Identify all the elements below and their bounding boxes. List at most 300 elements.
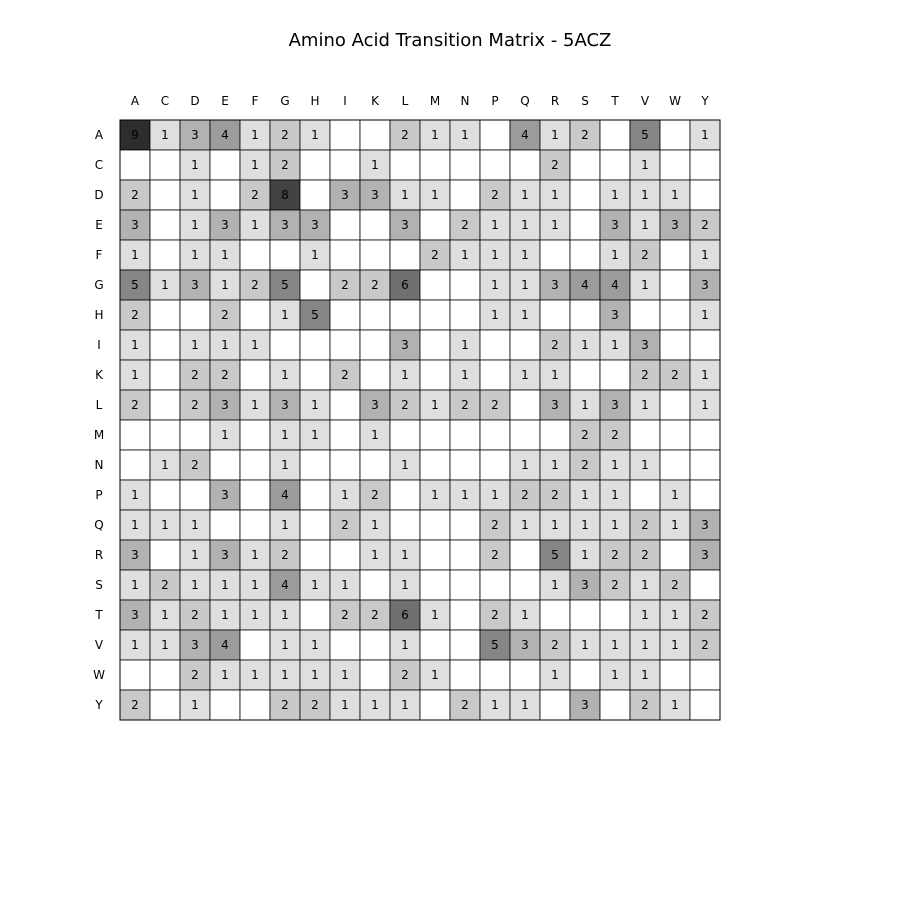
cell-value: 2 bbox=[701, 218, 709, 232]
cell-value: 1 bbox=[491, 488, 499, 502]
cell-value: 1 bbox=[311, 428, 319, 442]
cell-value: 1 bbox=[341, 668, 349, 682]
cell-value: 1 bbox=[671, 188, 679, 202]
heatmap-cell bbox=[630, 480, 660, 510]
cell-value: 1 bbox=[281, 308, 289, 322]
cell-value: 1 bbox=[401, 458, 409, 472]
heatmap-cell bbox=[240, 510, 270, 540]
cell-value: 1 bbox=[131, 488, 139, 502]
heatmap-cell bbox=[510, 390, 540, 420]
cell-value: 2 bbox=[341, 368, 349, 382]
heatmap-cell bbox=[240, 240, 270, 270]
heatmap-cell bbox=[690, 480, 720, 510]
column-label: T bbox=[611, 94, 619, 108]
cell-value: 2 bbox=[461, 218, 469, 232]
heatmap-cell bbox=[300, 480, 330, 510]
heatmap-cell bbox=[300, 450, 330, 480]
heatmap-cell bbox=[450, 180, 480, 210]
cell-value: 1 bbox=[521, 698, 529, 712]
row-label: P bbox=[95, 488, 103, 502]
row-label: V bbox=[94, 638, 104, 652]
cell-value: 1 bbox=[611, 248, 619, 262]
heatmap-cell bbox=[450, 600, 480, 630]
cell-value: 1 bbox=[131, 338, 139, 352]
heatmap-cell bbox=[450, 570, 480, 600]
heatmap-cell bbox=[240, 450, 270, 480]
heatmap-cell bbox=[660, 270, 690, 300]
heatmap-cell bbox=[210, 180, 240, 210]
row-label: L bbox=[95, 398, 103, 412]
cell-value: 3 bbox=[281, 398, 289, 412]
heatmap-cell bbox=[210, 510, 240, 540]
row-label: S bbox=[95, 578, 103, 592]
cell-value: 1 bbox=[581, 638, 589, 652]
heatmap-cell bbox=[420, 690, 450, 720]
cell-value: 4 bbox=[221, 638, 229, 652]
cell-value: 2 bbox=[491, 188, 499, 202]
cell-value: 1 bbox=[551, 188, 559, 202]
cell-value: 1 bbox=[221, 668, 229, 682]
heatmap-cell bbox=[390, 150, 420, 180]
cell-value: 2 bbox=[371, 608, 379, 622]
heatmap-cell bbox=[360, 360, 390, 390]
heatmap-cell bbox=[150, 540, 180, 570]
cell-value: 1 bbox=[401, 698, 409, 712]
cell-value: 2 bbox=[401, 128, 409, 142]
cell-value: 3 bbox=[131, 548, 139, 562]
heatmap-cell bbox=[450, 300, 480, 330]
cell-value: 1 bbox=[401, 578, 409, 592]
heatmap-cell bbox=[630, 420, 660, 450]
heatmap-cell bbox=[270, 330, 300, 360]
heatmap-cell bbox=[480, 360, 510, 390]
cell-value: 1 bbox=[131, 638, 139, 652]
cell-value: 2 bbox=[611, 428, 619, 442]
cell-value: 1 bbox=[221, 428, 229, 442]
cell-value: 3 bbox=[521, 638, 529, 652]
heatmap-cell bbox=[330, 630, 360, 660]
cell-value: 1 bbox=[551, 518, 559, 532]
heatmap-cell bbox=[150, 420, 180, 450]
cell-value: 3 bbox=[221, 398, 229, 412]
cell-value: 1 bbox=[191, 548, 199, 562]
heatmap-cell bbox=[150, 180, 180, 210]
cell-value: 4 bbox=[611, 278, 619, 292]
heatmap-cell bbox=[120, 660, 150, 690]
heatmap-cell bbox=[330, 330, 360, 360]
column-label: K bbox=[371, 94, 379, 108]
cell-value: 1 bbox=[281, 608, 289, 622]
cell-value: 1 bbox=[281, 428, 289, 442]
heatmap-cell bbox=[660, 120, 690, 150]
heatmap-cell bbox=[210, 690, 240, 720]
cell-value: 1 bbox=[521, 188, 529, 202]
cell-value: 3 bbox=[701, 518, 709, 532]
heatmap-cell bbox=[540, 300, 570, 330]
cell-value: 1 bbox=[131, 248, 139, 262]
cell-value: 1 bbox=[701, 398, 709, 412]
cell-value: 6 bbox=[401, 278, 409, 292]
heatmap-cell bbox=[300, 510, 330, 540]
cell-value: 2 bbox=[671, 368, 679, 382]
cell-value: 3 bbox=[401, 338, 409, 352]
cell-value: 3 bbox=[341, 188, 349, 202]
heatmap-cell bbox=[330, 300, 360, 330]
cell-value: 1 bbox=[641, 578, 649, 592]
cell-value: 1 bbox=[461, 488, 469, 502]
cell-value: 3 bbox=[221, 548, 229, 562]
heatmap-cell bbox=[240, 300, 270, 330]
cell-value: 3 bbox=[191, 128, 199, 142]
heatmap-cell bbox=[120, 450, 150, 480]
heatmap-cell bbox=[330, 150, 360, 180]
cell-value: 2 bbox=[431, 248, 439, 262]
row-label: I bbox=[97, 338, 101, 352]
cell-value: 1 bbox=[431, 188, 439, 202]
cell-value: 1 bbox=[131, 518, 139, 532]
heatmap-cell bbox=[450, 540, 480, 570]
cell-value: 3 bbox=[131, 218, 139, 232]
cell-value: 3 bbox=[371, 188, 379, 202]
cell-value: 1 bbox=[191, 698, 199, 712]
heatmap-cell bbox=[450, 660, 480, 690]
cell-value: 2 bbox=[641, 548, 649, 562]
heatmap-cell bbox=[570, 360, 600, 390]
cell-value: 3 bbox=[551, 278, 559, 292]
heatmap-cell bbox=[570, 150, 600, 180]
cell-value: 1 bbox=[431, 668, 439, 682]
cell-value: 1 bbox=[401, 368, 409, 382]
cell-value: 1 bbox=[341, 488, 349, 502]
column-label: M bbox=[429, 94, 441, 108]
cell-value: 1 bbox=[191, 218, 199, 232]
row-label: N bbox=[94, 458, 104, 472]
heatmap-cell bbox=[690, 420, 720, 450]
heatmap-cell bbox=[510, 540, 540, 570]
cell-value: 1 bbox=[311, 668, 319, 682]
cell-value: 2 bbox=[161, 578, 169, 592]
column-label: W bbox=[669, 94, 681, 108]
column-label: S bbox=[581, 94, 589, 108]
cell-value: 2 bbox=[401, 398, 409, 412]
cell-value: 1 bbox=[161, 278, 169, 292]
heatmap-cell bbox=[630, 300, 660, 330]
cell-value: 1 bbox=[251, 128, 259, 142]
cell-value: 3 bbox=[701, 548, 709, 562]
heatmap-cell bbox=[450, 270, 480, 300]
heatmap-cell bbox=[120, 150, 150, 180]
heatmap-cell bbox=[420, 630, 450, 660]
heatmap-cell bbox=[150, 660, 180, 690]
cell-value: 2 bbox=[581, 128, 589, 142]
cell-value: 1 bbox=[521, 608, 529, 622]
cell-value: 2 bbox=[521, 488, 529, 502]
cell-value: 2 bbox=[191, 668, 199, 682]
cell-value: 4 bbox=[281, 488, 289, 502]
cell-value: 1 bbox=[641, 608, 649, 622]
column-label: Y bbox=[701, 94, 709, 108]
cell-value: 3 bbox=[311, 218, 319, 232]
heatmap-cell bbox=[480, 570, 510, 600]
heatmap-cell bbox=[360, 240, 390, 270]
heatmap-cell bbox=[300, 600, 330, 630]
heatmap-cell bbox=[240, 630, 270, 660]
heatmap-cell bbox=[330, 240, 360, 270]
cell-value: 1 bbox=[671, 518, 679, 532]
heatmap-cell bbox=[450, 450, 480, 480]
cell-value: 3 bbox=[671, 218, 679, 232]
heatmap-cell bbox=[150, 330, 180, 360]
cell-value: 2 bbox=[281, 128, 289, 142]
cell-value: 1 bbox=[251, 578, 259, 592]
cell-value: 1 bbox=[281, 638, 289, 652]
column-label: F bbox=[251, 94, 259, 108]
cell-value: 2 bbox=[401, 668, 409, 682]
heatmap-cell bbox=[660, 240, 690, 270]
row-label: D bbox=[94, 188, 104, 202]
cell-value: 1 bbox=[251, 398, 259, 412]
heatmap-cell bbox=[690, 570, 720, 600]
heatmap-cell bbox=[180, 480, 210, 510]
column-label: P bbox=[491, 94, 499, 108]
cell-value: 2 bbox=[641, 368, 649, 382]
cell-value: 1 bbox=[641, 158, 649, 172]
cell-value: 2 bbox=[281, 158, 289, 172]
cell-value: 1 bbox=[641, 278, 649, 292]
cell-value: 2 bbox=[701, 608, 709, 622]
heatmap-cell bbox=[600, 150, 630, 180]
heatmap-cell bbox=[510, 330, 540, 360]
heatmap-cell bbox=[360, 630, 390, 660]
heatmap-cell bbox=[180, 420, 210, 450]
cell-value: 1 bbox=[641, 668, 649, 682]
cell-value: 1 bbox=[611, 638, 619, 652]
cell-value: 1 bbox=[161, 608, 169, 622]
heatmap-cell bbox=[240, 480, 270, 510]
cell-value: 1 bbox=[191, 578, 199, 592]
cell-value: 2 bbox=[341, 608, 349, 622]
cell-value: 1 bbox=[671, 608, 679, 622]
cell-value: 1 bbox=[311, 578, 319, 592]
cell-value: 2 bbox=[701, 638, 709, 652]
cell-value: 1 bbox=[551, 578, 559, 592]
cell-value: 1 bbox=[221, 278, 229, 292]
column-label: L bbox=[401, 94, 409, 108]
heatmap-cell bbox=[420, 570, 450, 600]
row-label: K bbox=[95, 368, 103, 382]
cell-value: 1 bbox=[431, 128, 439, 142]
heatmap-cell bbox=[390, 240, 420, 270]
cell-value: 1 bbox=[191, 188, 199, 202]
column-label: N bbox=[460, 94, 470, 108]
cell-value: 1 bbox=[551, 458, 559, 472]
cell-value: 2 bbox=[281, 548, 289, 562]
cell-value: 3 bbox=[221, 488, 229, 502]
heatmap-cell bbox=[240, 690, 270, 720]
cell-value: 2 bbox=[191, 458, 199, 472]
heatmap-cell bbox=[390, 420, 420, 450]
cell-value: 1 bbox=[431, 608, 439, 622]
cell-value: 1 bbox=[401, 548, 409, 562]
cell-value: 5 bbox=[281, 278, 289, 292]
heatmap-cell bbox=[570, 300, 600, 330]
heatmap-cell bbox=[600, 360, 630, 390]
heatmap-cell bbox=[690, 450, 720, 480]
column-label: V bbox=[640, 94, 650, 108]
heatmap-cell bbox=[420, 300, 450, 330]
cell-value: 1 bbox=[671, 488, 679, 502]
cell-value: 1 bbox=[191, 158, 199, 172]
cell-value: 1 bbox=[161, 458, 169, 472]
heatmap-cell bbox=[660, 330, 690, 360]
cell-value: 2 bbox=[311, 698, 319, 712]
row-label: W bbox=[93, 668, 105, 682]
cell-value: 1 bbox=[701, 308, 709, 322]
cell-value: 1 bbox=[341, 698, 349, 712]
cell-value: 5 bbox=[551, 548, 559, 562]
row-label: C bbox=[94, 158, 104, 172]
cell-value: 1 bbox=[191, 518, 199, 532]
cell-value: 1 bbox=[581, 548, 589, 562]
cell-value: 1 bbox=[611, 188, 619, 202]
cell-value: 2 bbox=[341, 518, 349, 532]
cell-value: 1 bbox=[581, 398, 589, 412]
cell-value: 2 bbox=[251, 278, 259, 292]
cell-value: 1 bbox=[371, 158, 379, 172]
cell-value: 1 bbox=[461, 248, 469, 262]
cell-value: 1 bbox=[221, 608, 229, 622]
cell-value: 2 bbox=[371, 488, 379, 502]
cell-value: 1 bbox=[641, 458, 649, 472]
cell-value: 1 bbox=[641, 218, 649, 232]
cell-value: 2 bbox=[131, 308, 139, 322]
cell-value: 1 bbox=[521, 278, 529, 292]
cell-value: 1 bbox=[131, 368, 139, 382]
cell-value: 2 bbox=[551, 158, 559, 172]
heatmap-cell bbox=[480, 120, 510, 150]
cell-value: 1 bbox=[491, 248, 499, 262]
cell-value: 1 bbox=[611, 338, 619, 352]
cell-value: 6 bbox=[401, 608, 409, 622]
cell-value: 1 bbox=[371, 518, 379, 532]
column-label: G bbox=[280, 94, 290, 108]
heatmap-cell bbox=[420, 330, 450, 360]
cell-value: 5 bbox=[131, 278, 139, 292]
cell-value: 1 bbox=[551, 218, 559, 232]
cell-value: 1 bbox=[461, 368, 469, 382]
cell-value: 2 bbox=[131, 398, 139, 412]
heatmap-cell bbox=[360, 450, 390, 480]
heatmap-cell bbox=[360, 300, 390, 330]
cell-value: 2 bbox=[491, 548, 499, 562]
cell-value: 1 bbox=[491, 278, 499, 292]
cell-value: 2 bbox=[281, 698, 289, 712]
cell-value: 1 bbox=[191, 248, 199, 262]
cell-value: 1 bbox=[251, 218, 259, 232]
heatmap-cell bbox=[420, 270, 450, 300]
cell-value: 1 bbox=[191, 338, 199, 352]
cell-value: 1 bbox=[641, 398, 649, 412]
row-label: R bbox=[94, 548, 104, 562]
cell-value: 1 bbox=[221, 338, 229, 352]
row-label: E bbox=[95, 218, 103, 232]
cell-value: 1 bbox=[251, 338, 259, 352]
heatmap-cell bbox=[660, 390, 690, 420]
cell-value: 1 bbox=[551, 668, 559, 682]
cell-value: 1 bbox=[401, 638, 409, 652]
heatmap-cell bbox=[300, 150, 330, 180]
cell-value: 1 bbox=[311, 248, 319, 262]
cell-value: 5 bbox=[311, 308, 319, 322]
heatmap-cell bbox=[150, 390, 180, 420]
cell-value: 1 bbox=[251, 608, 259, 622]
heatmap-cell bbox=[570, 180, 600, 210]
heatmap-cell bbox=[150, 240, 180, 270]
cell-value: 1 bbox=[311, 128, 319, 142]
heatmap-cell bbox=[510, 420, 540, 450]
cell-value: 5 bbox=[491, 638, 499, 652]
cell-value: 1 bbox=[401, 188, 409, 202]
heatmap-cell bbox=[570, 600, 600, 630]
heatmap-cell bbox=[300, 270, 330, 300]
cell-value: 1 bbox=[281, 368, 289, 382]
cell-value: 2 bbox=[551, 638, 559, 652]
heatmap-cell bbox=[690, 660, 720, 690]
cell-value: 1 bbox=[251, 548, 259, 562]
cell-value: 2 bbox=[491, 608, 499, 622]
heatmap-cell bbox=[540, 600, 570, 630]
heatmap-cell bbox=[360, 210, 390, 240]
cell-value: 1 bbox=[521, 248, 529, 262]
cell-value: 2 bbox=[221, 308, 229, 322]
cell-value: 2 bbox=[131, 698, 139, 712]
heatmap-cell bbox=[480, 420, 510, 450]
heatmap-cell bbox=[330, 390, 360, 420]
cell-value: 4 bbox=[521, 128, 529, 142]
cell-value: 2 bbox=[491, 518, 499, 532]
cell-value: 1 bbox=[491, 308, 499, 322]
cell-value: 1 bbox=[311, 638, 319, 652]
column-label: I bbox=[343, 94, 347, 108]
heatmap-cell bbox=[420, 540, 450, 570]
heatmap-cell bbox=[300, 180, 330, 210]
cell-value: 3 bbox=[281, 218, 289, 232]
heatmap-cell bbox=[570, 240, 600, 270]
heatmap-cell bbox=[690, 180, 720, 210]
cell-value: 2 bbox=[551, 338, 559, 352]
row-label: H bbox=[94, 308, 104, 322]
heatmap-cell bbox=[600, 600, 630, 630]
cell-value: 2 bbox=[221, 368, 229, 382]
cell-value: 1 bbox=[161, 128, 169, 142]
column-label: R bbox=[550, 94, 560, 108]
heatmap-cell bbox=[450, 150, 480, 180]
cell-value: 1 bbox=[371, 428, 379, 442]
cell-value: 2 bbox=[611, 578, 619, 592]
heatmap-cell bbox=[660, 300, 690, 330]
heatmap-cell bbox=[540, 690, 570, 720]
cell-value: 1 bbox=[431, 488, 439, 502]
heatmap-cell bbox=[300, 360, 330, 390]
cell-value: 1 bbox=[671, 698, 679, 712]
row-label: G bbox=[94, 278, 104, 292]
heatmap-cell bbox=[330, 210, 360, 240]
cell-value: 1 bbox=[281, 458, 289, 472]
cell-value: 3 bbox=[581, 698, 589, 712]
cell-value: 2 bbox=[491, 398, 499, 412]
cell-value: 9 bbox=[131, 128, 139, 142]
cell-value: 1 bbox=[581, 518, 589, 532]
